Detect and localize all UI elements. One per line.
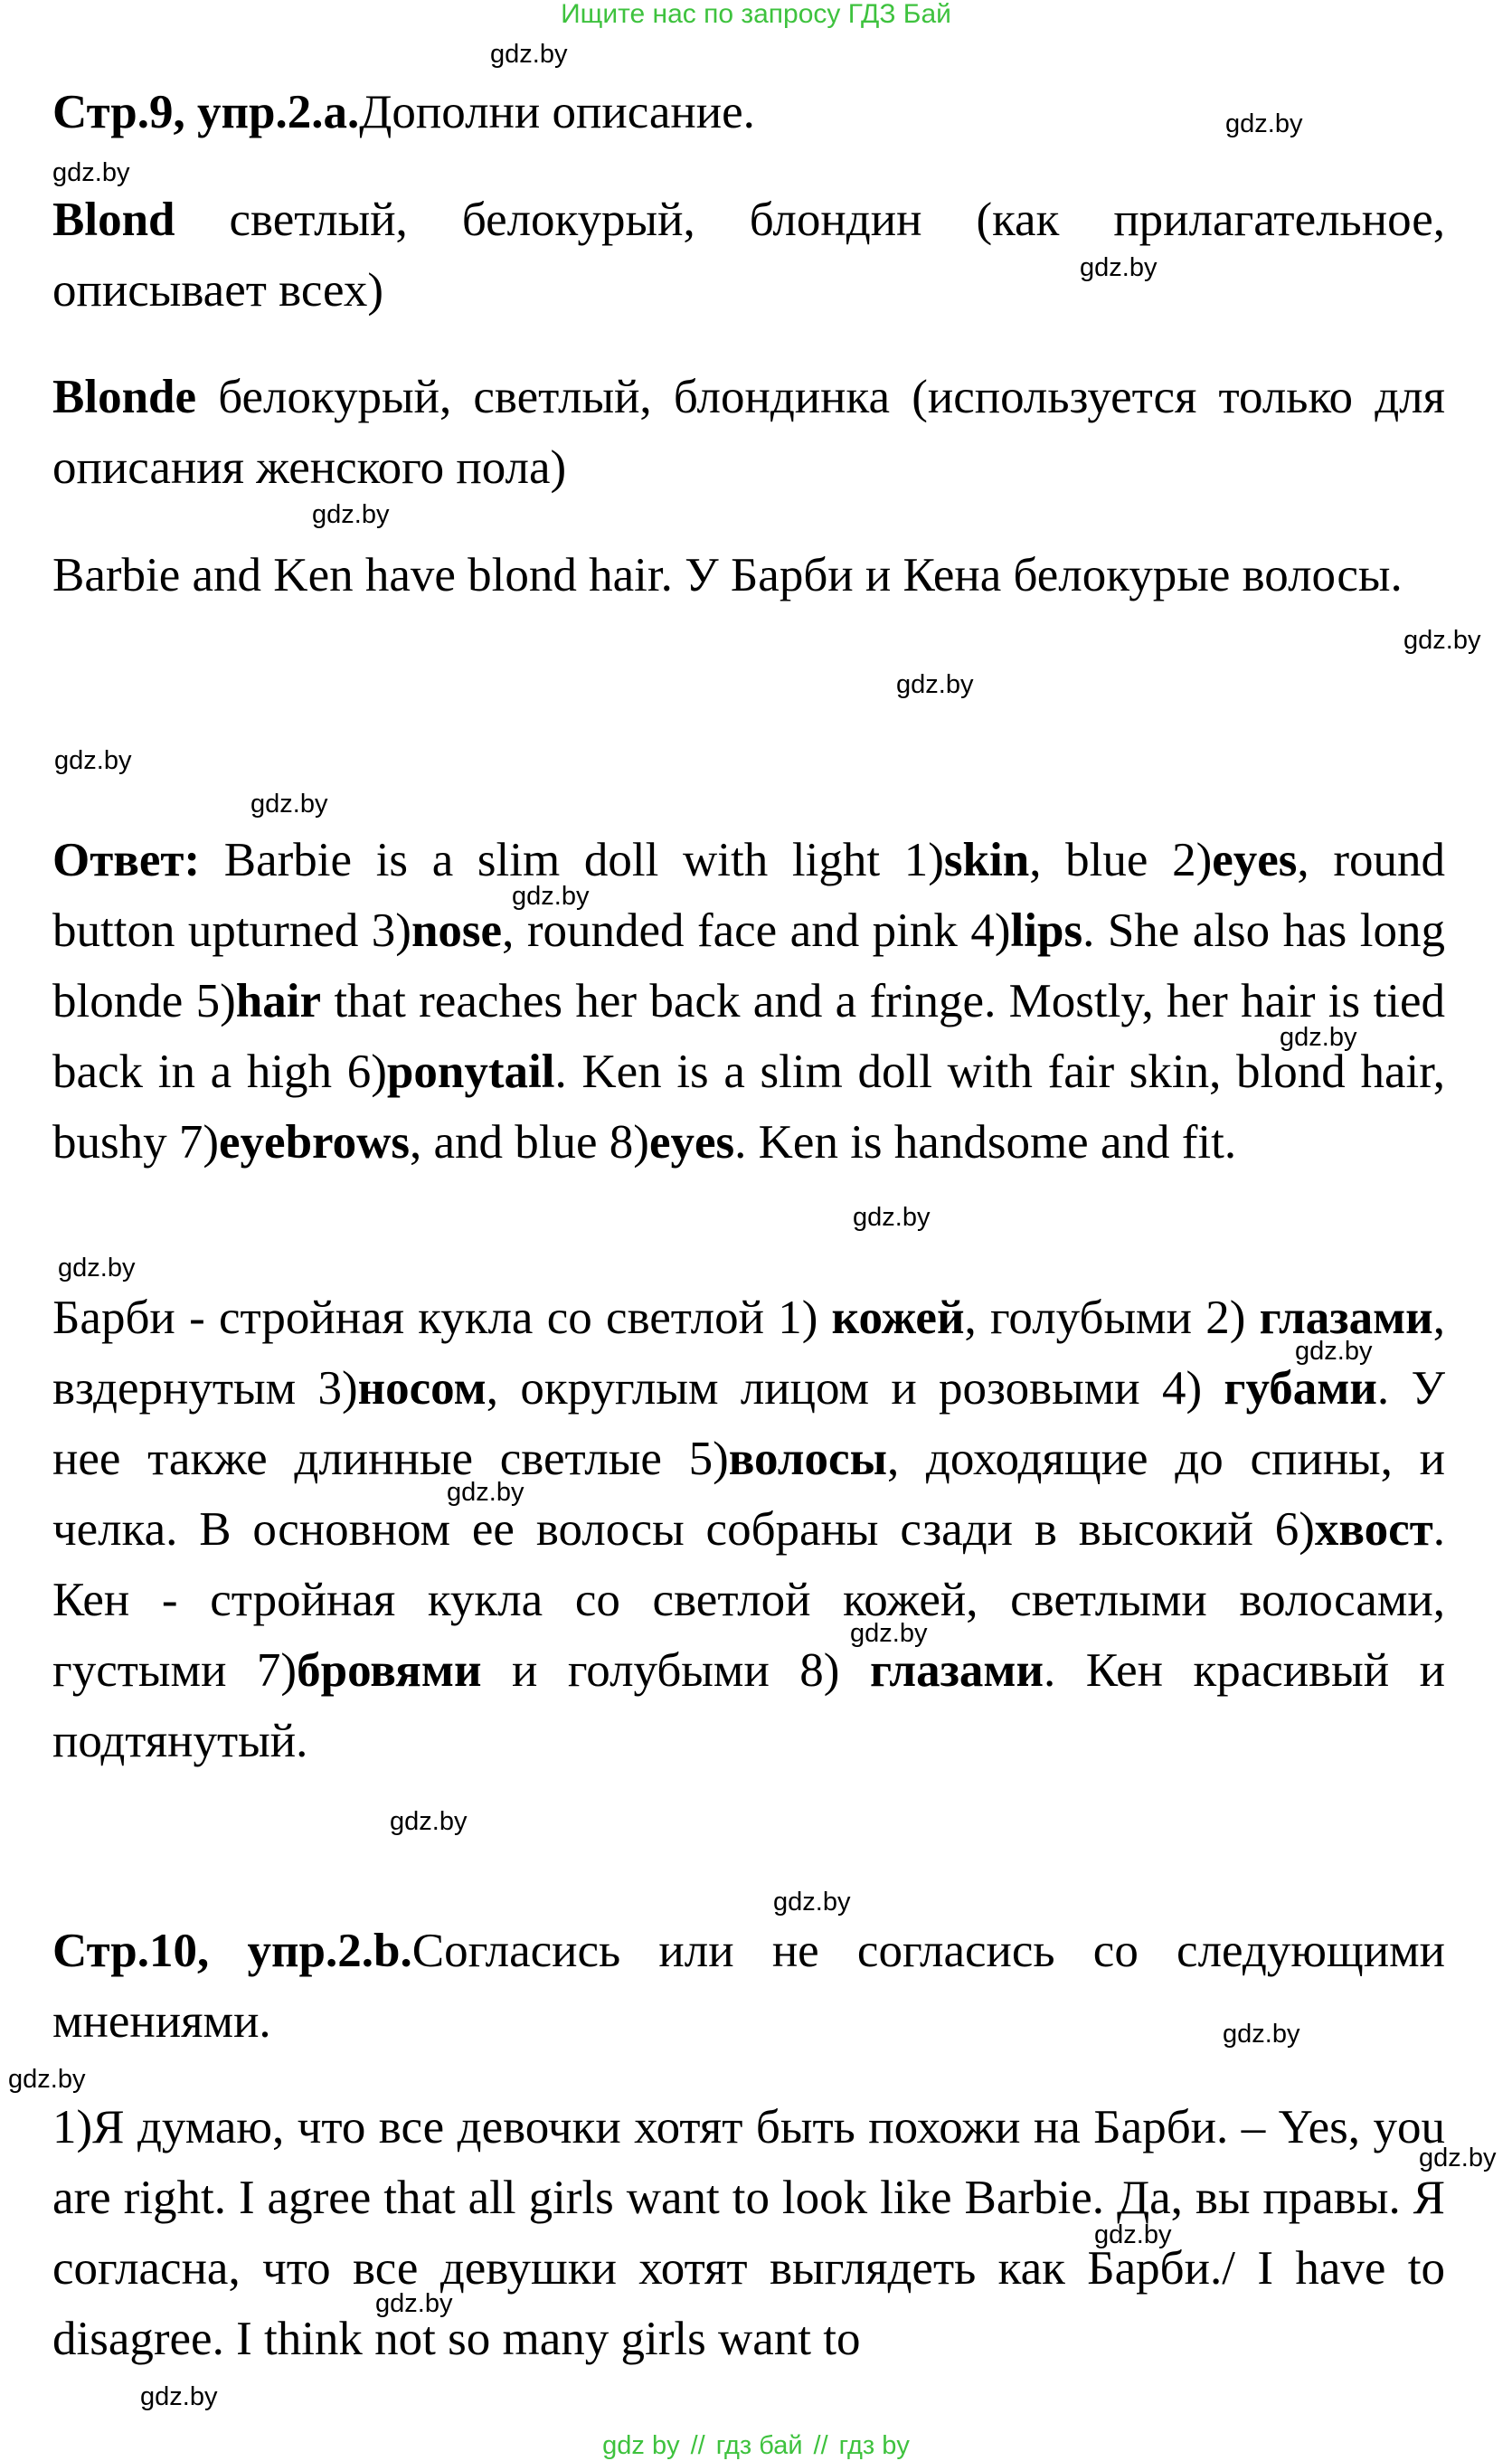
answer-en-keyword: eyes	[648, 1116, 735, 1169]
bottom-link-1[interactable]: gdz by	[602, 2431, 680, 2460]
watermark: gdz.by	[312, 500, 390, 529]
answer-ru-keyword: глазами	[1259, 1292, 1433, 1344]
answer-english	[52, 825, 1445, 1178]
watermark: gdz.by	[140, 2382, 218, 2411]
bottom-link-3[interactable]: гдз by	[838, 2431, 910, 2460]
answer-ru-keyword: носом	[357, 1362, 487, 1415]
watermark: gdz.by	[490, 40, 568, 69]
separator: //	[813, 2431, 828, 2460]
answer-en-text-run: , rounded face and pink 4)	[502, 904, 1011, 957]
watermark: gdz.by	[58, 1254, 136, 1283]
section1-heading-label: Стр.9, упр.2.а.	[52, 86, 360, 138]
answer-ru-text-run: , округлым лицом и розовыми 4)	[486, 1362, 1224, 1415]
opinion-item-1: 1)Я думаю, что все девочки хотят быть похожи на Барби. – Yes, you are right. I agree that all girls want to look like Barbie. Да, вы правы. Я согласна, что все девушки хотят выглядеть как Барби./ I have to disagree. I think not so many girls want to	[52, 2101, 1445, 2365]
watermark: gdz.by	[512, 882, 590, 911]
answer-ru-keyword: глазами	[869, 1644, 1044, 1697]
answer-ru-text-run: и голубыми 8)	[481, 1644, 870, 1697]
section2-heading-text: Согласись или не согласись со следующими мнениями.	[52, 1925, 1445, 2048]
answer-en-text	[52, 834, 1445, 1169]
answer-ru-text-run: , доходящие до спины, и челка. В основном ее волосы собраны сзади в высокий 6)	[52, 1433, 1445, 1556]
answer-en-keyword: hair	[235, 975, 321, 1027]
answer-en-keyword: skin	[943, 834, 1030, 886]
answer-en-text-run: , blue 2)	[1029, 834, 1213, 886]
watermark: gdz.by	[773, 1888, 851, 1917]
watermark: gdz.by	[8, 2065, 86, 2094]
watermark: gdz.by	[1280, 1023, 1357, 1052]
watermark: gdz.by	[375, 2289, 453, 2318]
blond-def: светлый, белокурый, блондин (как прилагательное, описывает всех)	[52, 194, 1445, 317]
answer-en-text-run: . Ken is a slim doll with fair skin, blond hair, bushy 7)	[52, 1046, 1445, 1169]
answer-en-keyword: eyes	[1212, 834, 1298, 886]
answer-en-text-run: , and blue 8)	[410, 1116, 649, 1169]
answer-label: Ответ:	[52, 834, 201, 886]
bottom-site-links[interactable]	[0, 2431, 1512, 2460]
answer-en-text-run: . She also has long blonde 5)	[52, 904, 1446, 1027]
answer-ru-keyword: губами	[1224, 1362, 1377, 1415]
answer-en-text-run: Barbie is a slim doll with light 1)	[200, 834, 944, 886]
section1-heading-text: Дополни описание.	[359, 86, 755, 138]
blonde-def: белокурый, светлый, блондинка (используется только для описания женского пола)	[52, 371, 1445, 494]
watermark: gdz.by	[1080, 253, 1158, 282]
answer-ru-keyword: волосы	[728, 1433, 887, 1485]
answer-ru-keyword: бровями	[297, 1644, 482, 1697]
watermark: gdz.by	[1419, 2144, 1497, 2172]
watermark: gdz.by	[896, 670, 974, 699]
answer-ru-keyword: хвост	[1314, 1503, 1433, 1556]
answer-en-keyword: lips	[1010, 904, 1083, 957]
watermark: gdz.by	[447, 1478, 524, 1507]
watermark: gdz.by	[1403, 626, 1481, 655]
watermark: gdz.by	[850, 1619, 928, 1648]
blond-word: Blond	[52, 194, 175, 246]
section2-heading-label: Стр.10, упр.2.b.	[52, 1925, 412, 1977]
watermark: gdz.by	[250, 790, 328, 819]
answer-ru-text	[52, 1292, 1445, 1767]
answer-en-keyword: eyebrows	[219, 1116, 411, 1169]
answer-ru-text-run: . Кен красивый и подтянутый.	[52, 1644, 1445, 1767]
watermark: gdz.by	[853, 1203, 931, 1232]
top-search-banner[interactable]: Ищите нас по запросу ГДЗ Бай	[561, 0, 951, 29]
answer-ru-text-run: Барби - стройная кукла со светлой 1)	[52, 1292, 832, 1344]
answer-en-text-run: , round button upturned 3)	[52, 834, 1445, 957]
watermark: gdz.by	[52, 158, 130, 187]
answer-russian	[52, 1283, 1445, 1776]
bottom-link-2[interactable]: гдз бай	[715, 2431, 803, 2460]
answer-en-text-run: that reaches her back and a fringe. Mostly, her hair is tied back in a high 6)	[52, 975, 1445, 1098]
watermark: gdz.by	[1223, 2020, 1300, 2049]
answer-ru-text-run: . У нее также длинные светлые 5)	[52, 1362, 1445, 1485]
separator: //	[690, 2431, 705, 2460]
answer-ru-keyword: кожей	[831, 1292, 965, 1344]
answer-en-keyword: ponytail	[386, 1046, 555, 1098]
example-sentence: Barbie and Ken have blond hair. У Барби и Кена белокурые волосы.	[52, 549, 1403, 601]
watermark: gdz.by	[1225, 109, 1303, 138]
blonde-word: Blonde	[52, 371, 197, 423]
answer-ru-text-run: . Кен - стройная кукла со светлой кожей, светлыми волосами, густыми 7)	[52, 1503, 1445, 1697]
answer-en-text-run: . Ken is handsome and fit.	[734, 1116, 1237, 1169]
watermark: gdz.by	[1295, 1337, 1373, 1366]
watermark: gdz.by	[54, 746, 132, 775]
answer-ru-text-run: , вздернутым 3)	[52, 1292, 1445, 1415]
blond-definition	[52, 185, 1445, 326]
watermark: gdz.by	[1094, 2220, 1172, 2249]
blonde-definition	[52, 362, 1445, 503]
answer-en-keyword: nose	[411, 904, 503, 957]
watermark: gdz.by	[390, 1807, 468, 1836]
answer-ru-text-run: , голубыми 2)	[964, 1292, 1260, 1344]
